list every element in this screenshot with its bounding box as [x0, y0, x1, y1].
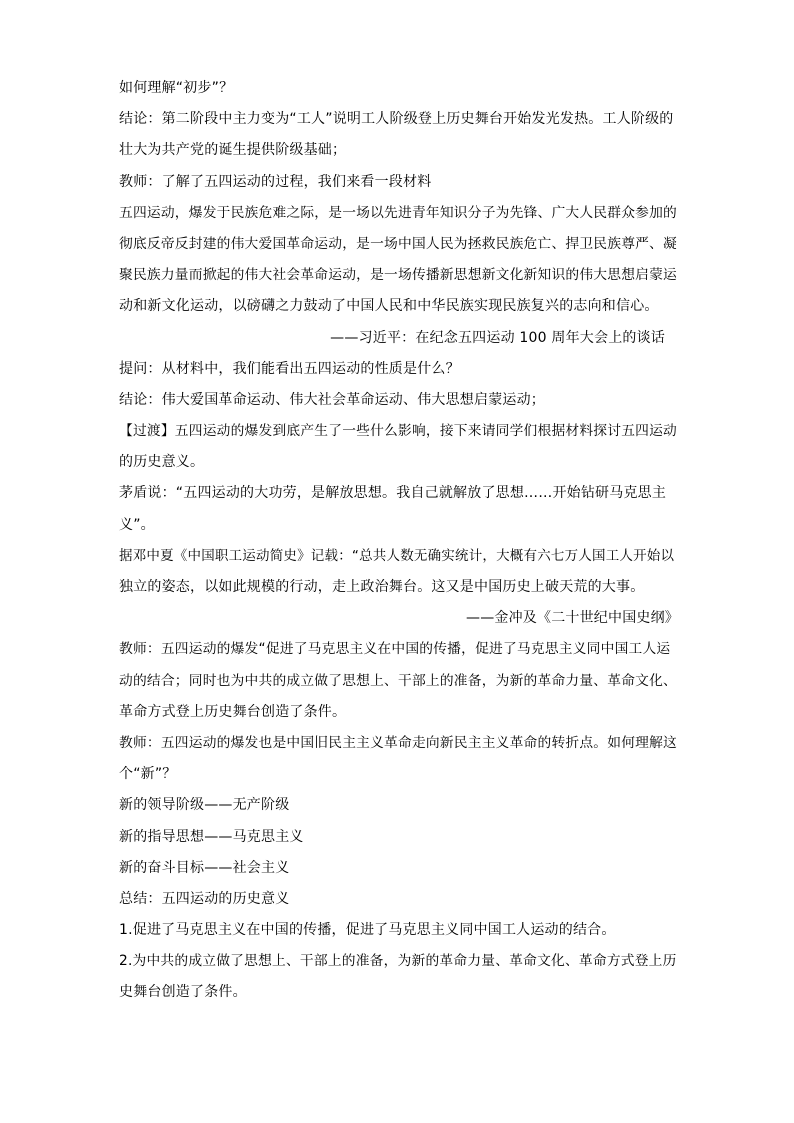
material-line: 动和新文化运动，以磅礴之力鼓动了中国人民和中华民族实现民族复兴的志向和信心。 — [119, 298, 659, 315]
summary-item-cont: 史舞台创造了条件。 — [119, 984, 247, 1001]
material-line: 彻底反帝反封建的伟大爱国革命运动，是一场中国人民为拯救民族危亡、捍卫民族尊严、凝 — [119, 235, 678, 252]
teacher-line-cont: 个“新”？ — [119, 766, 177, 783]
teacher-line: 教师：了解了五四运动的过程，我们来看一段材料 — [119, 173, 432, 190]
summary-item: 2.为中共的成立做了思想上、干部上的准备，为新的革命力量、革命文化、革命方式登上历 — [119, 953, 677, 970]
transition-line: 【过渡】五四运动的爆发到底产生了一些什么影响，接下来请同学们根据材料探讨五四运动 — [119, 423, 678, 440]
quote-line-cont: 义”。 — [119, 516, 155, 533]
transition-line-cont: 的历史意义。 — [119, 454, 205, 471]
document-body — [119, 73, 679, 1009]
conclusion-line-cont: 壮大为共产党的诞生提供阶级基础； — [119, 142, 347, 159]
teacher-line-cont: 动的结合；同时也为中共的成立做了思想上、干部上的准备，为新的革命力量、革命文化、 — [119, 672, 678, 689]
material-line: 五四运动，爆发于民族危难之际，是一场以先进青年知识分子为先锋、广大人民群众参加的 — [119, 204, 678, 221]
source-attribution: ——金冲及《二十世纪中国史纲》 — [466, 610, 679, 627]
summary-heading: 总结：五四运动的历史意义 — [119, 890, 290, 907]
question-line: 如何理解“初步”？ — [119, 80, 234, 96]
conclusion-line: 结论：第二阶段中主力变为“工人”说明工人阶级登上历史舞台开始发光发热。工人阶级的 — [119, 111, 674, 128]
new-item: 新的奋斗目标——社会主义 — [119, 859, 290, 876]
quote-line: 茅盾说：“五四运动的大功劳，是解放思想。我自己就解放了思想……开始钻研马克思主 — [119, 485, 667, 502]
record-line-cont: 独立的姿态，以如此规模的行动，走上政治舞台。这又是中国历史上破天荒的大事。 — [119, 579, 645, 595]
new-item: 新的领导阶级——无产阶级 — [119, 797, 290, 814]
record-line: 据邓中夏《中国职工运动简史》记载：“总共人数无确实统计，大概有六七万人国工人开始以 — [119, 547, 675, 564]
conclusion-line: 结论：伟大爱国革命运动、伟大社会革命运动、伟大思想启蒙运动； — [119, 391, 545, 408]
teacher-line: 教师：五四运动的爆发“促进了马克思主义在中国的传播，促进了马克思主义同中国工人运 — [119, 641, 671, 658]
new-item: 新的指导思想——马克思主义 — [119, 828, 304, 845]
quote-attribution: ——习近平：在纪念五四运动 100 周年大会上的谈话 — [330, 329, 665, 346]
teacher-line: 教师：五四运动的爆发也是中国旧民主主义革命走向新民主主义革命的转折点。如何理解这 — [119, 734, 678, 751]
material-line: 聚民族力量而掀起的伟大社会革命运动，是一场传播新思想新文化新知识的伟大思想启蒙运 — [119, 267, 678, 284]
question-line: 提问：从材料中，我们能看出五四运动的性质是什么？ — [119, 360, 460, 377]
teacher-line-cont: 革命方式登上历史舞台创造了条件。 — [119, 703, 347, 720]
summary-item: 1.促进了马克思主义在中国的传播，促进了马克思主义同中国工人运动的结合。 — [119, 922, 616, 939]
